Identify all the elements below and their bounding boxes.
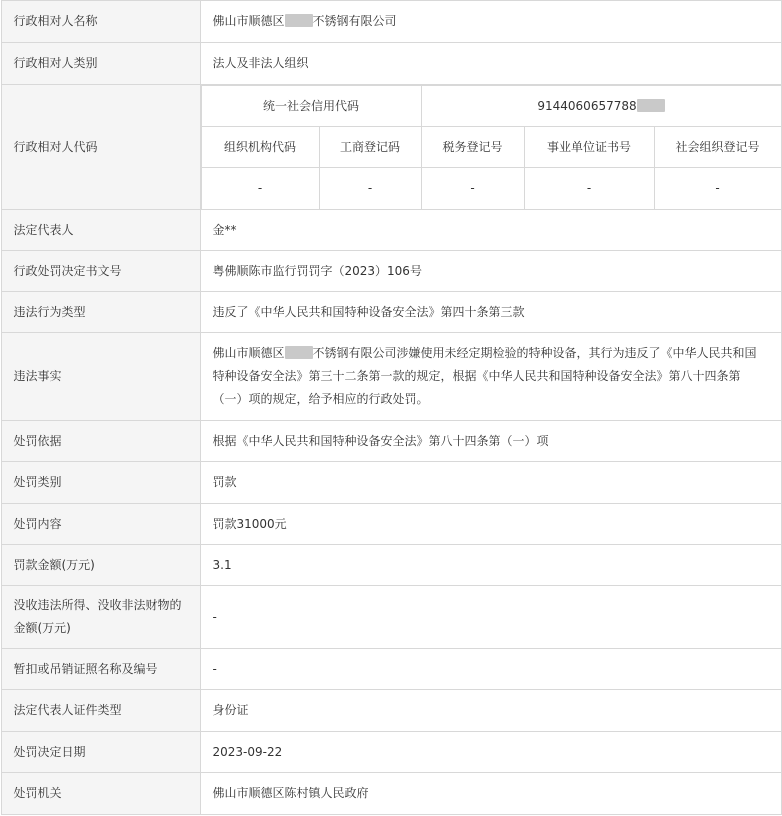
- legal-rep-value: 金**: [200, 210, 781, 251]
- business-reg-value: -: [319, 168, 421, 209]
- credit-code-row: [201, 86, 781, 127]
- company-name-value: [200, 1, 781, 43]
- facts-value: [200, 333, 781, 421]
- credit-code-label: 统一社会信用代码: [201, 86, 421, 127]
- row-penalty-type: [1, 462, 781, 504]
- party-type-label: 行政相对人类别: [1, 43, 200, 85]
- penalty-type-value: 罚款: [200, 462, 781, 504]
- violation-type-label: 违法行为类型: [1, 292, 200, 333]
- decision-date-value: 2023-09-22: [200, 732, 781, 773]
- facts-label: 违法事实: [1, 333, 200, 421]
- party-code-cell: [200, 85, 781, 210]
- row-decision-date: [1, 732, 781, 773]
- row-license: [1, 649, 781, 690]
- basis-value: 根据《中华人民共和国特种设备安全法》第八十四条第（一）项: [200, 421, 781, 462]
- basis-label: 处罚依据: [1, 421, 200, 462]
- sub-header-row: [201, 127, 781, 168]
- facts-text: 不锈钢有限公司涉嫌使用未经定期检验的特种设备，其行为违反了《中华人民共和国特种设备安全法》第三十二条第一款的规定，根据《中华人民共和国特种设备安全法》第八十四条第（一）项的规定，给予相应的行政处罚。: [212, 346, 757, 406]
- institution-cert-value: -: [524, 168, 654, 209]
- penalty-content-label: 处罚内容: [1, 504, 200, 545]
- authority-value: 佛山市顺德区陈村镇人民政府: [200, 773, 781, 815]
- institution-cert-header: 事业单位证书号: [524, 127, 654, 168]
- doc-number-value: 粤佛顺陈市监行罚罚字（2023）106号: [200, 251, 781, 292]
- row-party-type: [1, 43, 781, 85]
- company-name-label: 行政相对人名称: [1, 1, 200, 43]
- rep-id-type-label: 法定代表人证件类型: [1, 690, 200, 732]
- fine-amount-value: 3.1: [200, 545, 781, 586]
- facts-prefix: 佛山市顺德区: [212, 346, 285, 360]
- org-code-header: 组织机构代码: [201, 127, 319, 168]
- penalty-content-value: 罚款31000元: [200, 504, 781, 545]
- license-label: 暂扣或吊销证照名称及编号: [1, 649, 200, 690]
- redaction-mask: [285, 14, 313, 27]
- tax-reg-value: -: [421, 168, 524, 209]
- confiscation-value: -: [200, 586, 781, 649]
- party-code-subtable: [201, 85, 781, 209]
- redaction-mask: [637, 99, 665, 112]
- row-basis: [1, 421, 781, 462]
- row-company-name: [1, 1, 781, 43]
- row-fine-amount: [1, 545, 781, 586]
- penalty-type-label: 处罚类别: [1, 462, 200, 504]
- row-authority: [1, 773, 781, 815]
- row-party-code: [1, 85, 781, 210]
- license-value: -: [200, 649, 781, 690]
- penalty-info-table: [1, 0, 782, 815]
- sub-value-row: [201, 168, 781, 209]
- row-penalty-content: [1, 504, 781, 545]
- doc-number-label: 行政处罚决定书文号: [1, 251, 200, 292]
- redaction-mask: [285, 346, 313, 359]
- row-doc-number: [1, 251, 781, 292]
- authority-label: 处罚机关: [1, 773, 200, 815]
- party-type-value: 法人及非法人组织: [200, 43, 781, 85]
- business-reg-header: 工商登记码: [319, 127, 421, 168]
- credit-code-value: [421, 86, 780, 127]
- tax-reg-header: 税务登记号: [421, 127, 524, 168]
- decision-date-label: 处罚决定日期: [1, 732, 200, 773]
- row-legal-rep: [1, 210, 781, 251]
- row-facts: [1, 333, 781, 421]
- row-confiscation: [1, 586, 781, 649]
- row-violation-type: [1, 292, 781, 333]
- social-org-value: -: [654, 168, 780, 209]
- company-name-prefix: 佛山市顺德区: [212, 14, 285, 28]
- fine-amount-label: 罚款金额(万元): [1, 545, 200, 586]
- social-org-header: 社会组织登记号: [654, 127, 780, 168]
- legal-rep-label: 法定代表人: [1, 210, 200, 251]
- confiscation-label: 没收违法所得、没收非法财物的金额(万元): [1, 586, 200, 649]
- org-code-value: -: [201, 168, 319, 209]
- violation-type-value: 违反了《中华人民共和国特种设备安全法》第四十条第三款: [200, 292, 781, 333]
- party-code-label: 行政相对人代码: [1, 85, 200, 210]
- credit-code-text: 9144060657788: [537, 98, 637, 113]
- rep-id-type-value: 身份证: [200, 690, 781, 732]
- row-rep-id-type: [1, 690, 781, 732]
- company-name-suffix: 不锈钢有限公司: [312, 14, 397, 28]
